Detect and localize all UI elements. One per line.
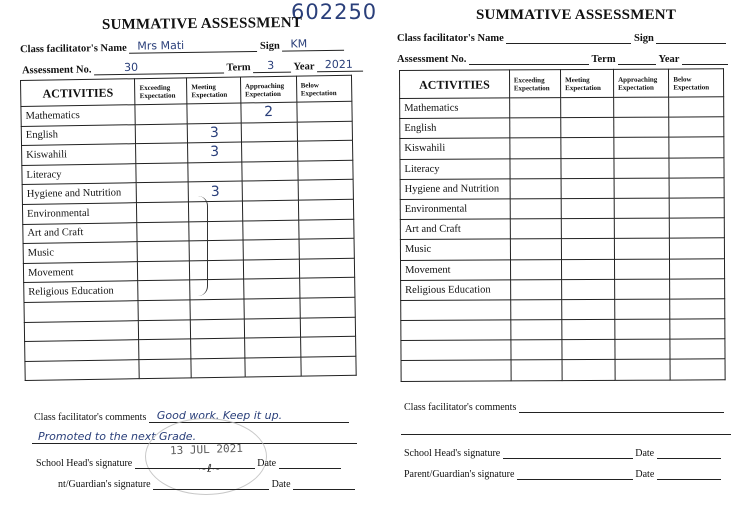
- score-cell[interactable]: [509, 98, 560, 118]
- header-exceeding: Exceeding Expectation: [135, 78, 187, 105]
- score-cell[interactable]: [242, 161, 298, 181]
- score-cell[interactable]: [670, 258, 725, 278]
- score-cell[interactable]: [510, 259, 561, 279]
- score-cell[interactable]: [670, 218, 725, 238]
- year-field[interactable]: [682, 52, 728, 65]
- table-row: [401, 339, 725, 361]
- activity-label: [401, 300, 511, 321]
- score-cell[interactable]: [562, 360, 615, 380]
- head-sig-row: [404, 446, 721, 459]
- score-cell[interactable]: [615, 299, 670, 319]
- score-cell[interactable]: 3: [187, 123, 241, 143]
- score-cell[interactable]: [510, 178, 561, 198]
- score-cell[interactable]: [137, 241, 189, 261]
- score-cell[interactable]: [243, 239, 299, 259]
- header-activities: ACTIVITIES: [400, 70, 510, 99]
- score-cell[interactable]: [510, 138, 561, 158]
- head-date-field[interactable]: [279, 456, 341, 469]
- comments-line1: Good work. Keep it up.: [156, 409, 283, 422]
- activity-label: Art and Craft: [23, 222, 138, 243]
- activity-label: Religious Education: [401, 280, 511, 301]
- score-cell[interactable]: [670, 319, 725, 339]
- sign-value: KM: [290, 37, 308, 51]
- score-cell[interactable]: [138, 300, 190, 320]
- score-cell[interactable]: [511, 360, 562, 380]
- facilitator-label: Class facilitator's Name: [19, 42, 127, 56]
- year-label: Year: [658, 54, 680, 65]
- comments-line2: Promoted to the next Grade.: [38, 430, 197, 443]
- score-cell[interactable]: [670, 299, 725, 319]
- activity-label: Literacy: [22, 163, 137, 184]
- table-row: [401, 359, 725, 381]
- activity-label: Literacy: [400, 158, 510, 179]
- score-cell[interactable]: [561, 97, 614, 117]
- facilitator-row: [397, 31, 726, 44]
- score-cell[interactable]: [242, 200, 298, 220]
- score-cell[interactable]: [669, 117, 724, 137]
- activity-label: Art and Craft: [400, 219, 510, 240]
- table-row: [400, 198, 724, 220]
- score-cell[interactable]: [615, 360, 670, 380]
- score-cell[interactable]: [191, 358, 245, 378]
- score-cell[interactable]: [561, 118, 614, 138]
- score-cell[interactable]: [510, 158, 561, 178]
- comments-field-2[interactable]: [401, 422, 731, 435]
- parent-sig-label: nt/Guardian's signature: [58, 479, 151, 490]
- score-cell[interactable]: [562, 259, 615, 279]
- parent-date-field[interactable]: [657, 467, 721, 480]
- score-cell[interactable]: [510, 279, 561, 299]
- score-cell[interactable]: [191, 338, 245, 358]
- score-cell[interactable]: [137, 221, 189, 241]
- form-title: SUMMATIVE ASSESSMENT: [476, 7, 677, 23]
- table-row: [400, 157, 724, 179]
- activity-label: [24, 301, 139, 322]
- score-cell[interactable]: [511, 320, 562, 340]
- comments-label: Class facilitator's comments: [34, 412, 147, 423]
- score-cell[interactable]: [136, 143, 188, 163]
- assessment-field[interactable]: [469, 52, 589, 65]
- score-cell[interactable]: [190, 299, 244, 319]
- score-cell[interactable]: [188, 162, 242, 182]
- score-cell[interactable]: [614, 178, 669, 198]
- table-row: [401, 299, 725, 321]
- assessment-label: Assessment No.: [21, 64, 92, 77]
- score-cell[interactable]: [298, 180, 354, 200]
- score-cell[interactable]: [669, 137, 724, 157]
- score-cell[interactable]: [241, 141, 297, 161]
- score-cell[interactable]: [510, 219, 561, 239]
- score-cell[interactable]: [670, 278, 725, 298]
- activity-label: Hygiene and Nutrition: [400, 179, 510, 200]
- score-cell[interactable]: [137, 202, 189, 222]
- header-below: Below Expectation: [296, 75, 352, 102]
- parent-date-field[interactable]: [293, 477, 355, 490]
- score-cell[interactable]: [669, 198, 724, 218]
- score-cell[interactable]: [562, 340, 615, 360]
- year-value: 2021: [324, 57, 353, 72]
- score-cell[interactable]: [669, 178, 724, 198]
- score-cell[interactable]: [243, 259, 299, 279]
- activity-label: [25, 340, 140, 361]
- score-cell[interactable]: [187, 103, 241, 123]
- facilitator-value: Mrs Mati: [137, 38, 185, 53]
- score-cell[interactable]: [245, 357, 301, 377]
- parent-date-label: Date: [635, 469, 655, 480]
- table-row: [400, 178, 724, 200]
- comments-row-2: [401, 422, 731, 435]
- activity-label: Music: [400, 239, 510, 260]
- score-cell[interactable]: [670, 339, 725, 359]
- parent-sig-row: [404, 467, 721, 480]
- assessment-table: [20, 75, 357, 381]
- year-field[interactable]: [317, 59, 363, 73]
- score-cell[interactable]: [139, 319, 191, 339]
- score-cell[interactable]: [243, 220, 299, 240]
- score-cell[interactable]: [138, 280, 190, 300]
- score-cell[interactable]: [511, 340, 562, 360]
- parent-sig-row: [58, 477, 355, 490]
- score-cell[interactable]: [300, 336, 356, 356]
- score-cell[interactable]: [670, 238, 725, 258]
- score-cell[interactable]: [299, 258, 355, 278]
- head-sig-field[interactable]: [135, 456, 255, 469]
- activity-label: English: [400, 118, 510, 139]
- score-cell[interactable]: [561, 218, 614, 238]
- score-cell[interactable]: [300, 356, 356, 376]
- score-cell[interactable]: [299, 278, 355, 298]
- score-cell[interactable]: [561, 138, 614, 158]
- score-cell[interactable]: 3: [188, 142, 242, 162]
- score-cell[interactable]: [561, 198, 614, 218]
- table-row: [400, 117, 724, 139]
- score-cell[interactable]: [614, 218, 669, 238]
- facilitator-field[interactable]: [129, 39, 257, 54]
- score-cell[interactable]: [139, 359, 191, 379]
- activity-label: [401, 360, 511, 381]
- comments-field[interactable]: [519, 400, 724, 413]
- score-cell[interactable]: [244, 298, 300, 318]
- activity-label: [25, 359, 140, 380]
- stamp-date: 13 JUL 2021: [169, 441, 244, 458]
- score-cell[interactable]: [561, 178, 614, 198]
- head-date-label: Date: [257, 458, 277, 469]
- sign-field[interactable]: [282, 38, 344, 52]
- activity-label: English: [21, 124, 136, 145]
- score-cell[interactable]: [243, 278, 299, 298]
- table-row: [401, 319, 725, 341]
- facilitator-field[interactable]: [506, 31, 631, 44]
- activity-label: Kiswahili: [22, 144, 137, 165]
- score-cell[interactable]: [614, 117, 669, 137]
- score-cell[interactable]: [244, 337, 300, 357]
- score-cell[interactable]: [510, 300, 561, 320]
- table-row: [25, 356, 356, 381]
- score-cell[interactable]: [300, 317, 356, 337]
- activity-label: [24, 320, 139, 341]
- score-cell[interactable]: [510, 118, 561, 138]
- score-cell[interactable]: 3: [188, 181, 242, 201]
- score-cell[interactable]: [561, 158, 614, 178]
- score-cell[interactable]: 2: [241, 102, 297, 122]
- head-signature-scrawl: ~ℓ~: [198, 462, 221, 475]
- table-row: [400, 238, 724, 260]
- score-cell[interactable]: [190, 319, 244, 339]
- score-cell[interactable]: [244, 318, 300, 338]
- score-cell[interactable]: [139, 339, 191, 359]
- assessment-table: [399, 68, 726, 381]
- score-cell[interactable]: [669, 97, 724, 117]
- score-cell[interactable]: [615, 319, 670, 339]
- activity-label: [401, 320, 511, 341]
- score-cell[interactable]: [298, 219, 354, 239]
- activity-label: Movement: [23, 261, 138, 282]
- score-cell[interactable]: [297, 140, 353, 160]
- term-label: Term: [591, 54, 616, 65]
- header-approaching: Approaching Expectation: [614, 69, 669, 97]
- form-title: SUMMATIVE ASSESSMENT: [101, 14, 303, 34]
- head-sig-label: School Head's signature: [36, 458, 133, 469]
- score-cell[interactable]: [669, 157, 724, 177]
- assessment-value: 30: [123, 60, 139, 74]
- year-label: Year: [293, 61, 315, 73]
- table-row: [400, 218, 724, 240]
- term-label: Term: [226, 62, 251, 74]
- score-cell[interactable]: [561, 239, 614, 259]
- score-cell[interactable]: [670, 359, 725, 379]
- head-sig-label: School Head's signature: [404, 448, 501, 459]
- score-cell[interactable]: [615, 279, 670, 299]
- term-value: 3: [267, 58, 275, 72]
- bracket-mark: [197, 196, 208, 296]
- score-cell[interactable]: [562, 279, 615, 299]
- score-cell[interactable]: [562, 299, 615, 319]
- score-cell[interactable]: [297, 121, 353, 141]
- activity-label: Religious Education: [24, 281, 139, 302]
- table-row: [400, 258, 724, 280]
- activity-label: [401, 340, 511, 361]
- activity-label: Kiswahili: [400, 138, 510, 159]
- score-cell[interactable]: [614, 158, 669, 178]
- activity-label: Mathematics: [21, 105, 136, 126]
- header-exceeding: Exceeding Expectation: [509, 70, 560, 98]
- table-row: [401, 278, 725, 300]
- score-cell[interactable]: [242, 181, 298, 201]
- score-cell[interactable]: [299, 238, 355, 258]
- score-cell[interactable]: [614, 198, 669, 218]
- activity-label: Movement: [400, 259, 510, 280]
- activity-label: Environmental: [22, 203, 137, 224]
- right-assessment-form: [375, 0, 750, 530]
- assessment-row: [22, 59, 363, 77]
- score-cell[interactable]: [298, 199, 354, 219]
- score-cell[interactable]: [300, 297, 356, 317]
- score-cell[interactable]: [614, 97, 669, 117]
- score-cell[interactable]: [510, 239, 561, 259]
- table-header-row: [400, 69, 724, 99]
- activity-label: Music: [23, 242, 138, 263]
- sign-label: Sign: [633, 33, 654, 44]
- header-below: Below Expectation: [669, 69, 724, 97]
- score-cell[interactable]: [135, 104, 187, 124]
- head-date-field[interactable]: [657, 446, 721, 459]
- activity-label: Environmental: [400, 199, 510, 220]
- header-meeting: Meeting Expectation: [187, 77, 241, 104]
- serial-number: 602250: [291, 0, 378, 24]
- comments-label: Class facilitator's comments: [404, 402, 517, 413]
- comments-row: [404, 400, 724, 413]
- assessment-field[interactable]: [94, 61, 224, 76]
- sign-label: Sign: [259, 40, 280, 52]
- parent-sig-field[interactable]: [517, 467, 633, 480]
- facilitator-label: Class facilitator's Name: [397, 33, 504, 44]
- score-cell[interactable]: [137, 182, 189, 202]
- head-sig-row: [36, 456, 341, 469]
- score-cell[interactable]: [138, 261, 190, 281]
- facilitator-row: [20, 38, 345, 56]
- score-cell[interactable]: [614, 238, 669, 258]
- parent-date-label: Date: [271, 479, 291, 490]
- score-cell[interactable]: [615, 259, 670, 279]
- sign-field[interactable]: [656, 31, 726, 44]
- header-meeting: Meeting Expectation: [561, 69, 614, 97]
- activity-label: Hygiene and Nutrition: [22, 183, 137, 204]
- score-cell[interactable]: [241, 122, 297, 142]
- head-sig-field[interactable]: [503, 446, 633, 459]
- parent-sig-label: Parent/Guardian's signature: [404, 469, 515, 480]
- score-cell[interactable]: [297, 160, 353, 180]
- score-cell[interactable]: [615, 339, 670, 359]
- score-cell[interactable]: [510, 199, 561, 219]
- term-field[interactable]: [253, 60, 291, 74]
- header-activities: ACTIVITIES: [21, 79, 136, 107]
- head-date-label: Date: [635, 448, 655, 459]
- header-approaching: Approaching Expectation: [240, 76, 296, 103]
- score-cell[interactable]: [562, 319, 615, 339]
- score-cell[interactable]: [136, 163, 188, 183]
- score-cell[interactable]: [136, 123, 188, 143]
- score-cell[interactable]: [614, 137, 669, 157]
- assessment-row: [397, 52, 728, 65]
- table-row: [400, 137, 724, 159]
- parent-sig-field[interactable]: [153, 477, 269, 490]
- table-row: [400, 97, 724, 119]
- assessment-label: Assessment No.: [397, 54, 467, 65]
- activity-label: Mathematics: [400, 98, 510, 119]
- term-field[interactable]: [618, 52, 656, 65]
- score-cell[interactable]: [296, 101, 352, 121]
